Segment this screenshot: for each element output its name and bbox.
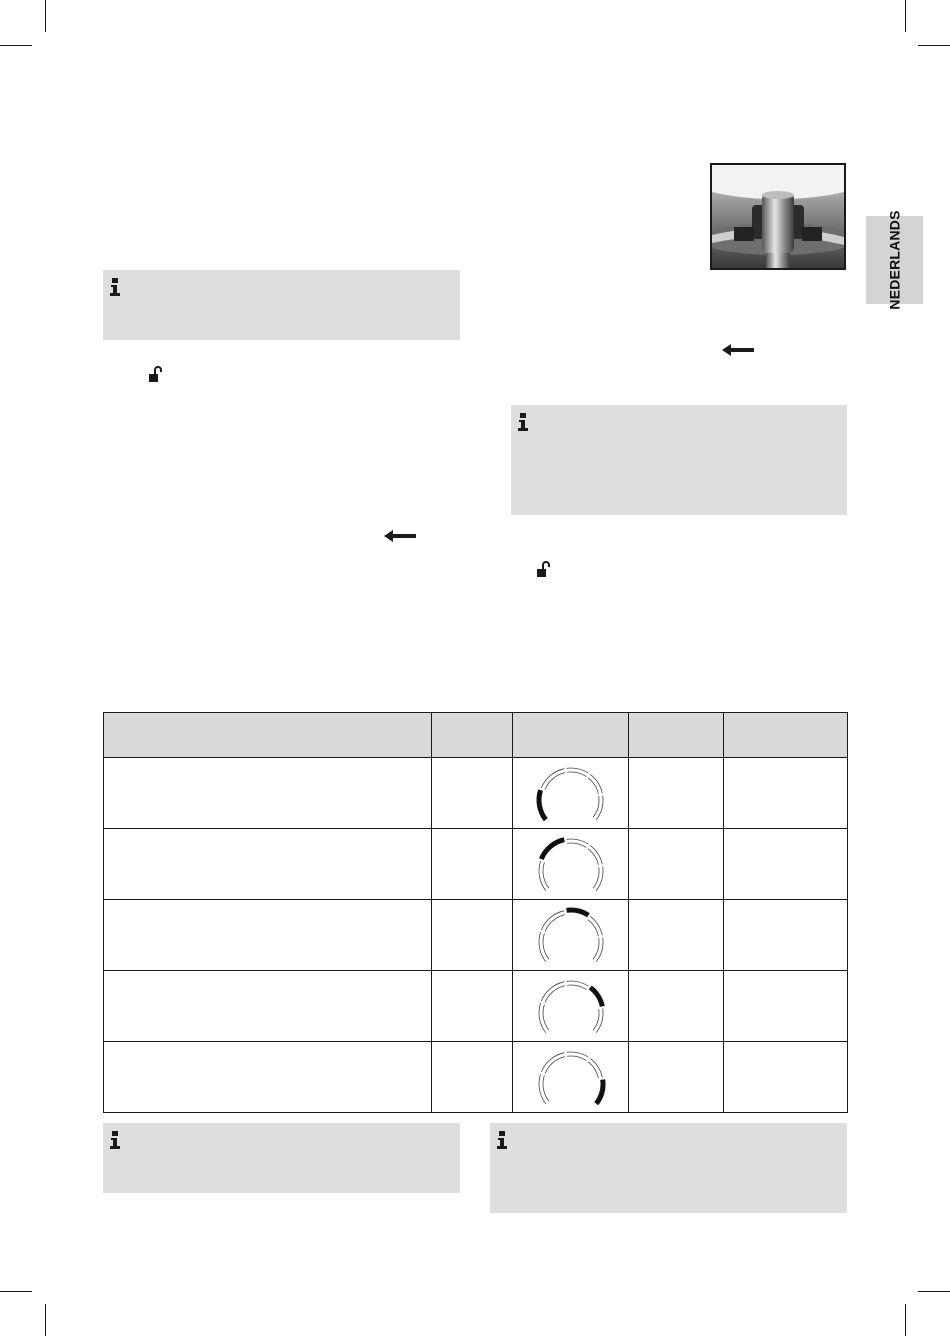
speed-dial-icon	[535, 1046, 607, 1108]
arrow-left-icon	[384, 530, 416, 542]
table-cell	[629, 1042, 724, 1113]
speed-dial-icon	[535, 833, 607, 895]
speed-dial-segment	[590, 774, 602, 793]
speed-dial-active-segment	[566, 910, 588, 915]
speed-dial-segment	[539, 861, 546, 891]
arrow-left-icon	[722, 344, 754, 356]
speed-dial-segment	[539, 1074, 546, 1104]
speed-dial-segment-inner	[587, 849, 598, 866]
speed-dial-segment-inner	[567, 843, 586, 848]
table-cell	[629, 900, 724, 971]
speed-dial-active-segment	[596, 1080, 603, 1104]
speed-dial-segment	[596, 1009, 603, 1033]
speed-dial-segment	[596, 796, 603, 820]
speed-dial-segment-inner	[545, 1057, 565, 1074]
unlock-icon	[149, 366, 163, 382]
speed-dial-icon	[535, 762, 607, 824]
info-icon	[497, 1131, 507, 1149]
speed-dial-segment-inner	[587, 778, 598, 795]
table-cell	[724, 1042, 848, 1113]
speed-dial-icon	[535, 975, 607, 1037]
info-icon	[110, 1131, 120, 1149]
table-cell	[432, 900, 513, 971]
speed-dial-segment	[590, 916, 602, 935]
table-cell	[104, 900, 432, 971]
speed-dial-segment-inner	[545, 915, 565, 932]
info-note	[511, 405, 847, 515]
crop-mark	[45, 0, 46, 32]
table-cell	[432, 971, 513, 1042]
crop-mark	[0, 45, 32, 46]
info-note	[103, 1123, 460, 1193]
info-icon	[518, 413, 528, 431]
speed-dial-segment-inner	[587, 1062, 598, 1079]
speed-dial-segment-inner	[543, 933, 549, 959]
speed-dial-segment-inner	[567, 985, 586, 990]
table-cell	[432, 758, 513, 829]
speed-dial-segment-inner	[593, 796, 599, 817]
speed-dial-segment-inner	[567, 772, 586, 777]
table-cell	[724, 758, 848, 829]
table-row	[104, 758, 848, 829]
table-row	[104, 971, 848, 1042]
table-row	[104, 1042, 848, 1113]
speed-dial-segment	[539, 1003, 546, 1033]
info-note	[490, 1123, 847, 1213]
speed-dial-icon	[535, 904, 607, 966]
table-cell	[724, 971, 848, 1042]
speed-dial-segment	[590, 1058, 602, 1077]
speed-dial-active-segment	[541, 840, 564, 859]
speed-table	[103, 712, 848, 1113]
speed-dial-segment-inner	[545, 773, 565, 790]
speed-dial-segment-inner	[593, 938, 599, 959]
speed-dial-segment-inner	[543, 1075, 549, 1101]
table-header-cell	[104, 713, 432, 758]
table-header-cell	[629, 713, 724, 758]
table-header-cell	[724, 713, 848, 758]
table-cell	[629, 971, 724, 1042]
table-cell	[629, 829, 724, 900]
table-header-row	[104, 713, 848, 758]
table-cell	[724, 900, 848, 971]
table-cell	[104, 758, 432, 829]
speed-dial-active-segment	[590, 987, 602, 1006]
speed-dial-cell	[513, 1042, 629, 1113]
product-photo	[710, 163, 846, 270]
table-cell	[432, 829, 513, 900]
speed-dial-segment-inner	[543, 1004, 549, 1030]
table-cell	[104, 971, 432, 1042]
info-note	[103, 270, 460, 340]
speed-dial-cell	[513, 900, 629, 971]
language-tab	[866, 210, 923, 310]
speed-dial-segment-inner	[587, 920, 598, 937]
crop-mark	[45, 1304, 46, 1336]
crop-mark	[905, 1304, 906, 1336]
speed-dial-segment-inner	[567, 1056, 586, 1061]
language-tab-label: NEDERLANDS	[886, 210, 903, 310]
table-row	[104, 829, 848, 900]
table-header-cell	[432, 713, 513, 758]
table-row	[104, 900, 848, 971]
speed-dial-segment	[539, 932, 546, 962]
table-cell	[104, 1042, 432, 1113]
speed-dial-segment-inner	[545, 986, 565, 1003]
table-cell	[629, 758, 724, 829]
speed-dial-segment-inner	[593, 867, 599, 888]
speed-dial-segment	[596, 867, 603, 891]
crop-mark	[905, 0, 906, 32]
table-cell	[724, 829, 848, 900]
speed-dial-segment-inner	[593, 1009, 599, 1030]
speed-dial-segment	[590, 845, 602, 864]
unlock-icon	[537, 561, 551, 577]
table-cell	[432, 1042, 513, 1113]
speed-dial-segment	[596, 938, 603, 962]
crop-mark	[0, 1291, 32, 1292]
speed-dial-cell	[513, 971, 629, 1042]
speed-dial-segment-inner	[543, 862, 549, 888]
crop-mark	[918, 45, 950, 46]
crop-mark	[918, 1291, 950, 1292]
speed-dial-active-segment	[539, 790, 546, 820]
speed-dial-cell	[513, 758, 629, 829]
speed-dial-cell	[513, 829, 629, 900]
table-header-cell	[513, 713, 629, 758]
info-icon	[110, 278, 120, 296]
table-cell	[104, 829, 432, 900]
